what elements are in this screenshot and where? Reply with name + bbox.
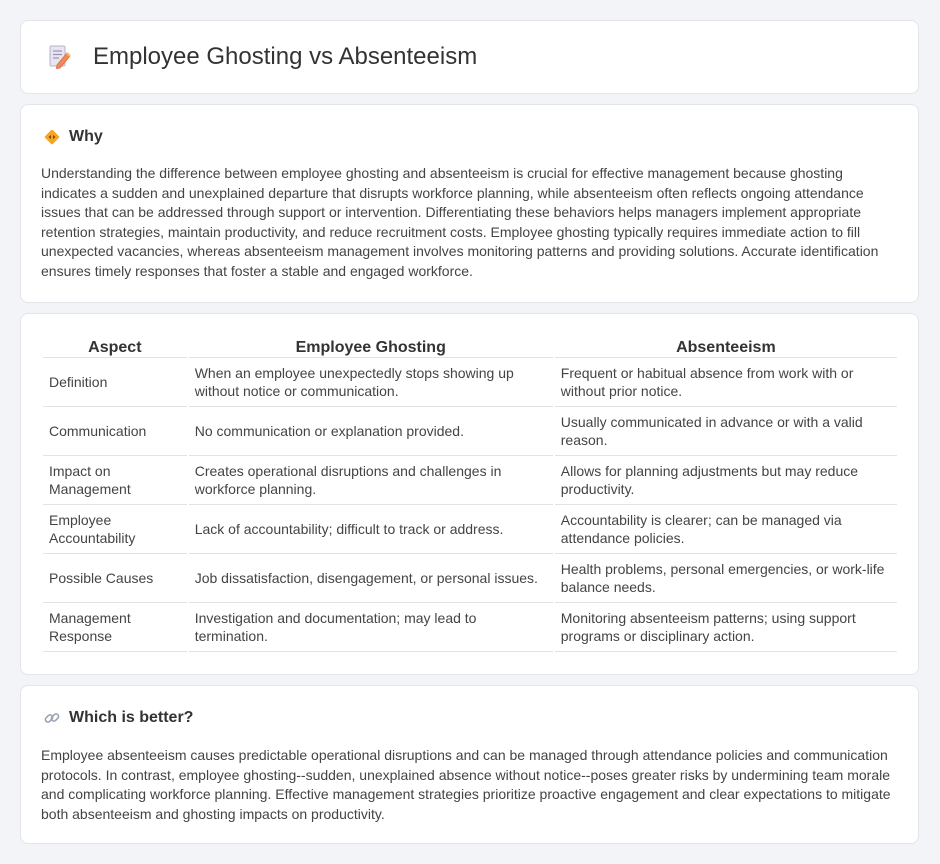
aspect-cell: Possible Causes [43,554,187,603]
column-header-aspect: Aspect [43,334,187,358]
aspect-cell: Management Response [43,603,187,652]
why-body: Understanding the difference between employee ghosting and absenteeism is crucial for effective management because ghosting indicates a sudden and unexplained departure that disrupts workforce planning, while absenteeism often reflects ongoing attendance issues that can be addressed through support or intervention. Differentiating these behaviors helps managers implement appropriate retention strategies, maintain productivity, and reduce recruitment costs. Employee ghosting typically requires immediate action to fill unexpected vacancies, whereas absenteeism management involves monitoring patterns and providing solutions. Accurate identification ensures timely responses that foster a stable and engaged workforce. [41,165,879,279]
table-row [43,358,897,407]
ghosting-cell: Lack of accountability; difficult to track or address. [189,505,553,554]
column-header-absenteeism: Absenteeism [555,334,897,358]
better-heading: Which is better? [69,709,194,726]
which-is-better-section [20,685,919,844]
why-section [20,104,919,303]
diamond-arrows-icon [43,128,61,146]
document-pencil-icon [45,43,73,71]
absenteeism-cell: Accountability is clearer; can be managed via attendance policies. [555,505,897,554]
table-row [43,407,897,456]
comparison-section [20,313,919,675]
column-header-ghosting: Employee Ghosting [189,334,553,358]
ghosting-cell: Job dissatisfaction, disengagement, or personal issues. [189,554,553,603]
why-heading-row [43,128,103,146]
comparison-table [41,334,899,652]
absenteeism-cell: Allows for planning adjustments but may reduce productivity. [555,456,897,505]
absenteeism-cell: Usually communicated in advance or with a valid reason. [555,407,897,456]
aspect-cell: Communication [43,407,187,456]
table-row [43,554,897,603]
table-row [43,505,897,554]
table-header-row [43,334,897,358]
title-card [20,20,919,94]
link-icon [43,709,61,727]
ghosting-cell: Creates operational disruptions and challenges in workforce planning. [189,456,553,505]
aspect-cell: Definition [43,358,187,407]
page-title: Employee Ghosting vs Absenteeism [93,43,478,70]
table-row [43,456,897,505]
aspect-cell: Impact on Management [43,456,187,505]
absenteeism-cell: Monitoring absenteeism patterns; using support programs or disciplinary action. [555,603,897,652]
why-heading: Why [69,128,103,145]
ghosting-cell: Investigation and documentation; may lead to termination. [189,603,553,652]
absenteeism-cell: Frequent or habitual absence from work with or without prior notice. [555,358,897,407]
better-body: Employee absenteeism causes predictable operational disruptions and can be managed through attendance policies and communication protocols. In contrast, employee ghosting--sudden, unexplained absence without notice--poses greater risks by undermining team morale and complicating workforce planning. Effective management strategies prioritize proactive engagement and clear expectations to mitigate both absenteeism and ghosting impacts on productivity. [41,747,891,822]
table-row [43,603,897,652]
better-heading-row [43,709,193,727]
ghosting-cell: No communication or explanation provided. [189,407,553,456]
absenteeism-cell: Health problems, personal emergencies, or work-life balance needs. [555,554,897,603]
ghosting-cell: When an employee unexpectedly stops showing up without notice or communication. [189,358,553,407]
aspect-cell: Employee Accountability [43,505,187,554]
